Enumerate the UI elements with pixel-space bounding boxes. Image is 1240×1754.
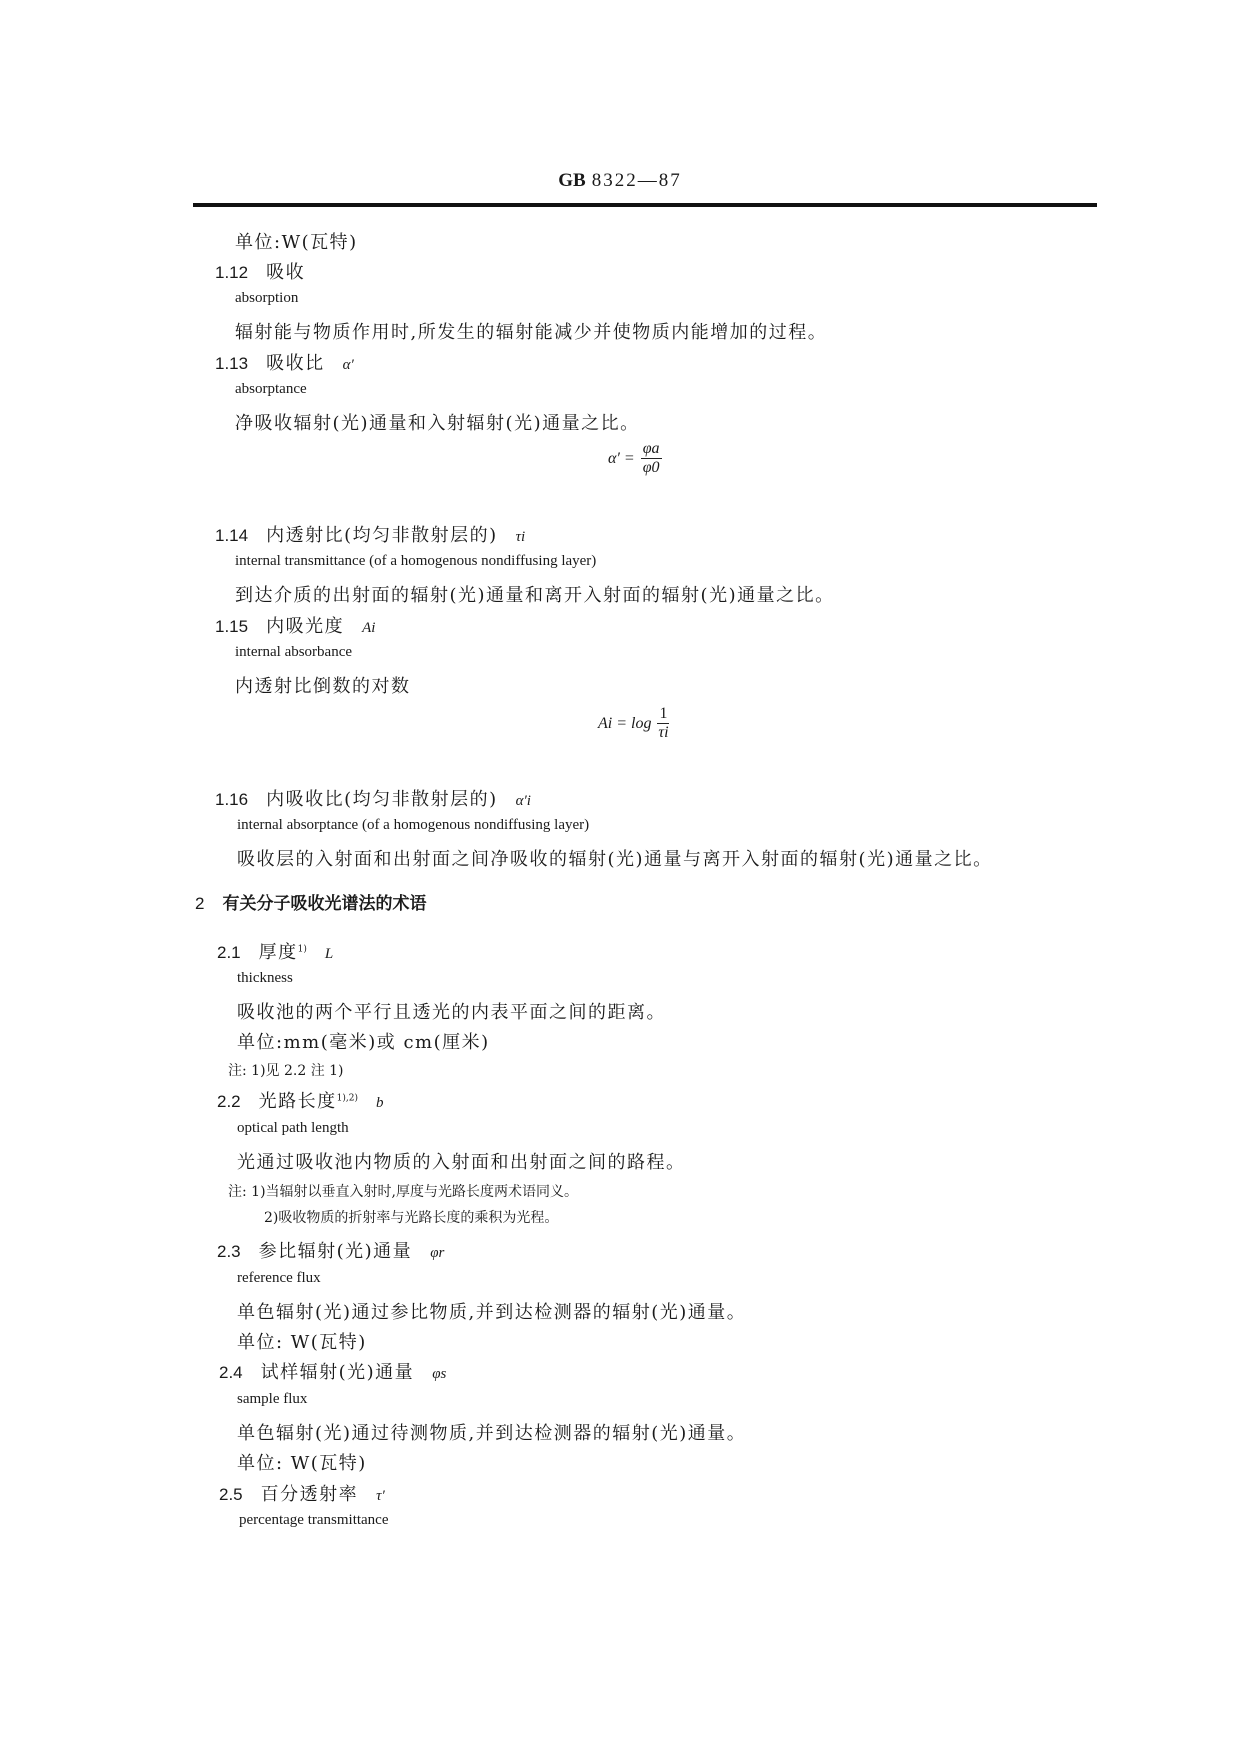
entry-term: 试样辐射(光)通量 bbox=[260, 1362, 415, 1383]
entry-number: 1.12 bbox=[215, 263, 249, 282]
entry-number: 1.13 bbox=[215, 354, 249, 373]
page-header bbox=[0, 170, 1240, 192]
entry-term: 百分透射率 bbox=[260, 1484, 359, 1505]
entry-symbol: τ′ bbox=[376, 1488, 385, 1504]
entry-symbol: b bbox=[375, 1095, 384, 1111]
entry-heading bbox=[217, 1237, 444, 1263]
entry-heading bbox=[217, 938, 333, 964]
entry-term: 吸收 bbox=[266, 262, 306, 283]
entry-note: 注: 1)见 2.2 注 1) bbox=[228, 1063, 344, 1079]
entry-number: 2.2 bbox=[217, 1092, 241, 1111]
entry-symbol: φs bbox=[432, 1366, 447, 1382]
entry-english: internal absorptance (of a homogenous nondiffusing layer) bbox=[237, 817, 590, 833]
entry-number: 2.1 bbox=[217, 943, 241, 962]
entry-definition: 吸收池的两个平行且透光的内表平面之间的距离。 bbox=[237, 1002, 666, 1023]
section-number: 2 bbox=[195, 894, 205, 913]
entry-definition: 净吸收辐射(光)通量和入射辐射(光)通量之比。 bbox=[235, 413, 640, 434]
entry-english: thickness bbox=[237, 970, 293, 986]
entry-english: reference flux bbox=[237, 1270, 321, 1286]
entry-symbol: α′ bbox=[342, 357, 354, 373]
entry-term: 厚度 bbox=[258, 942, 298, 963]
entry-english: optical path length bbox=[237, 1120, 349, 1136]
entry-english: absorptance bbox=[235, 381, 307, 397]
entry-heading bbox=[219, 1358, 446, 1384]
entry-definition: 辐射能与物质作用时,所发生的辐射能减少并使物质内能增加的过程。 bbox=[235, 322, 828, 343]
formula-numerator: φa bbox=[642, 440, 660, 457]
standard-number: 8322—87 bbox=[591, 170, 682, 191]
header-rule bbox=[193, 203, 1097, 207]
entry-definition: 内透射比倒数的对数 bbox=[235, 676, 411, 697]
entry-heading bbox=[215, 785, 531, 811]
entry-term: 光路长度 bbox=[258, 1091, 337, 1112]
entry-english: sample flux bbox=[237, 1391, 308, 1407]
formula-lhs: Ai = log bbox=[598, 714, 652, 732]
entry-english: internal transmittance (of a homogenous nondiffusing layer) bbox=[235, 553, 597, 569]
entry-number: 1.16 bbox=[215, 790, 249, 809]
entry-unit: 单位: W(瓦特) bbox=[237, 1453, 367, 1474]
formula-denominator: τi bbox=[658, 724, 669, 741]
entry-symbol: φr bbox=[430, 1245, 445, 1261]
entry-definition: 到达介质的出射面的辐射(光)通量和离开入射面的辐射(光)通量之比。 bbox=[235, 585, 835, 606]
entry-note: 注: 1)当辐射以垂直入射时,厚度与光路长度两术语同义。 bbox=[228, 1184, 578, 1200]
entry-number: 2.3 bbox=[217, 1242, 241, 1261]
entry-symbol: Ai bbox=[362, 620, 376, 636]
entry-unit: 单位: W(瓦特) bbox=[237, 1332, 367, 1353]
entry-term: 吸收比 bbox=[266, 353, 325, 374]
entry-definition: 单色辐射(光)通过参比物质,并到达检测器的辐射(光)通量。 bbox=[237, 1302, 747, 1323]
entry-english: percentage transmittance bbox=[239, 1512, 389, 1528]
entry-term: 参比辐射(光)通量 bbox=[258, 1241, 413, 1262]
entry-term: 内吸光度 bbox=[266, 616, 345, 637]
section-title: 有关分子吸收光谱法的术语 bbox=[222, 894, 427, 914]
entry-term: 内吸收比(均匀非散射层的) bbox=[266, 789, 498, 810]
entry-definition: 单色辐射(光)通过待测物质,并到达检测器的辐射(光)通量。 bbox=[237, 1423, 747, 1444]
entry-number: 2.5 bbox=[219, 1485, 243, 1504]
entry-english: absorption bbox=[235, 290, 299, 306]
formula-absorptance bbox=[608, 440, 662, 477]
footnote-ref: 1),2) bbox=[336, 1093, 358, 1104]
entry-english: internal absorbance bbox=[235, 644, 353, 660]
entry-heading bbox=[217, 1087, 383, 1113]
entry-definition: 吸收层的入射面和出射面之间净吸收的辐射(光)通量与离开入射面的辐射(光)通量之比。 bbox=[237, 849, 993, 870]
entry-number: 1.14 bbox=[215, 526, 249, 545]
entry-heading bbox=[219, 1480, 385, 1506]
footnote-ref: 1) bbox=[297, 944, 307, 955]
entry-symbol: α′i bbox=[515, 793, 531, 809]
entry-number: 2.4 bbox=[219, 1363, 243, 1382]
entry-heading bbox=[215, 258, 305, 284]
section-heading bbox=[195, 889, 426, 914]
formula-lhs: α′ = bbox=[608, 449, 635, 467]
formula-internal-absorbance bbox=[598, 705, 669, 742]
entry-heading bbox=[215, 612, 375, 638]
entry-symbol: L bbox=[324, 946, 334, 962]
entry-term: 内透射比(均匀非散射层的) bbox=[266, 525, 498, 546]
entry-note: 2)吸收物质的折射率与光路长度的乘积为光程。 bbox=[264, 1210, 559, 1226]
formula-denominator: φ0 bbox=[642, 459, 660, 476]
entry-unit: 单位:mm(毫米)或 cm(厘米) bbox=[237, 1032, 490, 1053]
entry-heading bbox=[215, 349, 354, 375]
formula-numerator: 1 bbox=[659, 705, 668, 722]
entry-definition: 光通过吸收池内物质的入射面和出射面之间的路程。 bbox=[237, 1152, 686, 1173]
entry-heading bbox=[215, 521, 525, 547]
entry-number: 1.15 bbox=[215, 617, 249, 636]
unit-line: 单位:W(瓦特) bbox=[235, 232, 358, 253]
standard-prefix: GB bbox=[558, 170, 586, 191]
entry-symbol: τi bbox=[515, 529, 526, 545]
